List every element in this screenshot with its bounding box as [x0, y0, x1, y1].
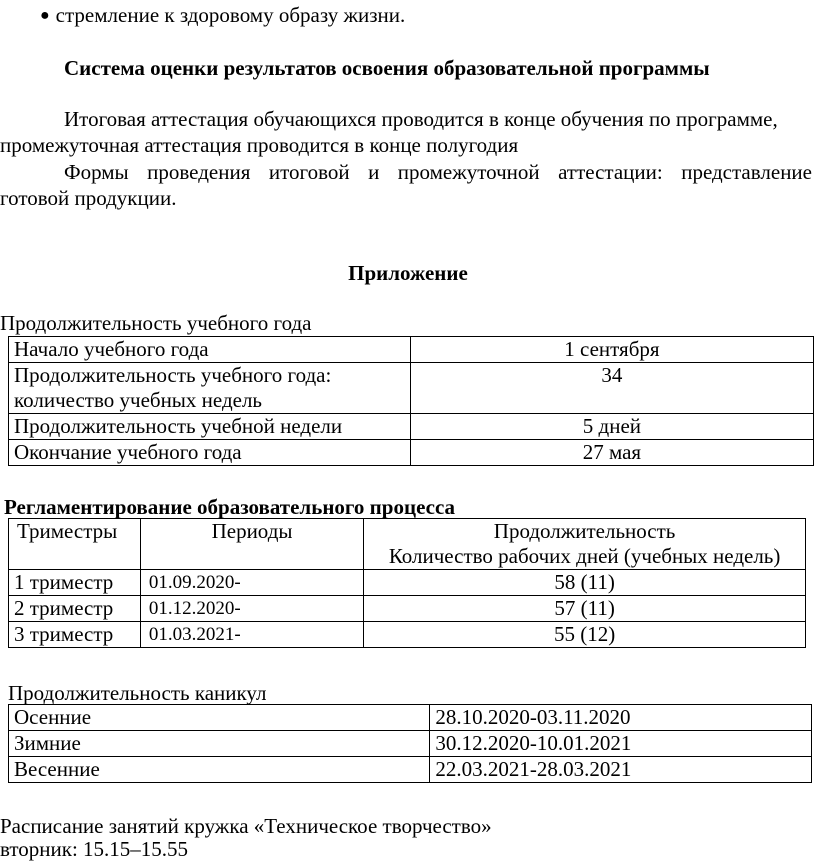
- year-row-label-line-2: количество учебных недель: [14, 388, 263, 412]
- bullet-item: [40, 2, 405, 29]
- holiday-dates: 22.03.2021-28.03.2021: [430, 757, 812, 783]
- schedule-time: вторник: 15.15–15.55: [0, 837, 189, 861]
- schedule-title: Расписание занятий кружка «Техническое творчество»: [0, 814, 492, 838]
- table-row: [9, 363, 814, 414]
- year-table-caption: Продолжительность учебного года: [0, 311, 312, 335]
- holidays-table: [8, 704, 812, 783]
- year-row-label: [9, 363, 411, 414]
- table-row: [9, 705, 812, 731]
- term-cell: 2 триместр: [9, 596, 141, 622]
- table-row: [9, 570, 806, 596]
- duration-cell: 57 (11): [364, 596, 806, 622]
- section-title: Система оценки результатов освоения образовательной программы: [64, 56, 710, 80]
- year-row-label: Начало учебного года: [9, 337, 411, 363]
- period-cell: 01.09.2020-: [140, 570, 363, 596]
- duration-cell: 58 (11): [364, 570, 806, 596]
- holiday-name: Весенние: [9, 757, 430, 783]
- header-terms: Триместры: [9, 519, 141, 570]
- holiday-name: Зимние: [9, 731, 430, 757]
- year-row-value: 5 дней: [410, 414, 813, 440]
- period-cell: 01.03.2021-: [140, 622, 363, 648]
- table-row: [9, 622, 806, 648]
- duration-cell: 55 (12): [364, 622, 806, 648]
- year-row-label: Продолжительность учебной недели: [9, 414, 411, 440]
- year-row-value: 27 мая: [410, 440, 813, 466]
- paragraph-1-line-1: Итоговая аттестация обучающихся проводится в конце обучения по программе,: [64, 107, 778, 131]
- header-duration-line-1: Продолжительность: [493, 519, 676, 543]
- table-row: [9, 731, 812, 757]
- table-row: [9, 757, 812, 783]
- paragraph-1-line-2: промежуточная аттестация проводится в конце полугодия: [0, 133, 519, 157]
- year-row-label-line-1: Продолжительность учебного года:: [14, 363, 332, 387]
- holiday-dates: 30.12.2020-10.01.2021: [430, 731, 812, 757]
- paragraph-2-line-1: Формы проведения итоговой и промежуточной аттестации: представление: [64, 160, 812, 184]
- process-table: [8, 518, 806, 648]
- header-duration-line-2: Количество рабочих дней (учебных недель): [388, 544, 781, 568]
- process-table-caption: Регламентирование образовательного процесса: [4, 495, 456, 519]
- paragraph-2-line-2: готовой продукции.: [0, 186, 177, 210]
- holiday-name: Осенние: [9, 705, 430, 731]
- year-table: [8, 336, 814, 466]
- table-row: [9, 337, 814, 363]
- year-row-value: 34: [410, 363, 813, 414]
- header-periods: Периоды: [140, 519, 363, 570]
- table-row: [9, 596, 806, 622]
- table-header-row: [9, 519, 806, 570]
- term-cell: 1 триместр: [9, 570, 141, 596]
- term-cell: 3 триместр: [9, 622, 141, 648]
- bullet-text: стремление к здоровому образу жизни.: [55, 3, 406, 27]
- appendix-title: Приложение: [348, 261, 468, 285]
- header-duration: [364, 519, 806, 570]
- bullet-dot-icon: ●: [40, 7, 50, 24]
- holidays-table-caption: Продолжительность каникул: [8, 681, 267, 705]
- year-row-label: Окончание учебного года: [9, 440, 411, 466]
- table-row: [9, 440, 814, 466]
- table-row: [9, 414, 814, 440]
- period-cell: 01.12.2020-: [140, 596, 363, 622]
- year-row-value: 1 сентября: [410, 337, 813, 363]
- holiday-dates: 28.10.2020-03.11.2020: [430, 705, 812, 731]
